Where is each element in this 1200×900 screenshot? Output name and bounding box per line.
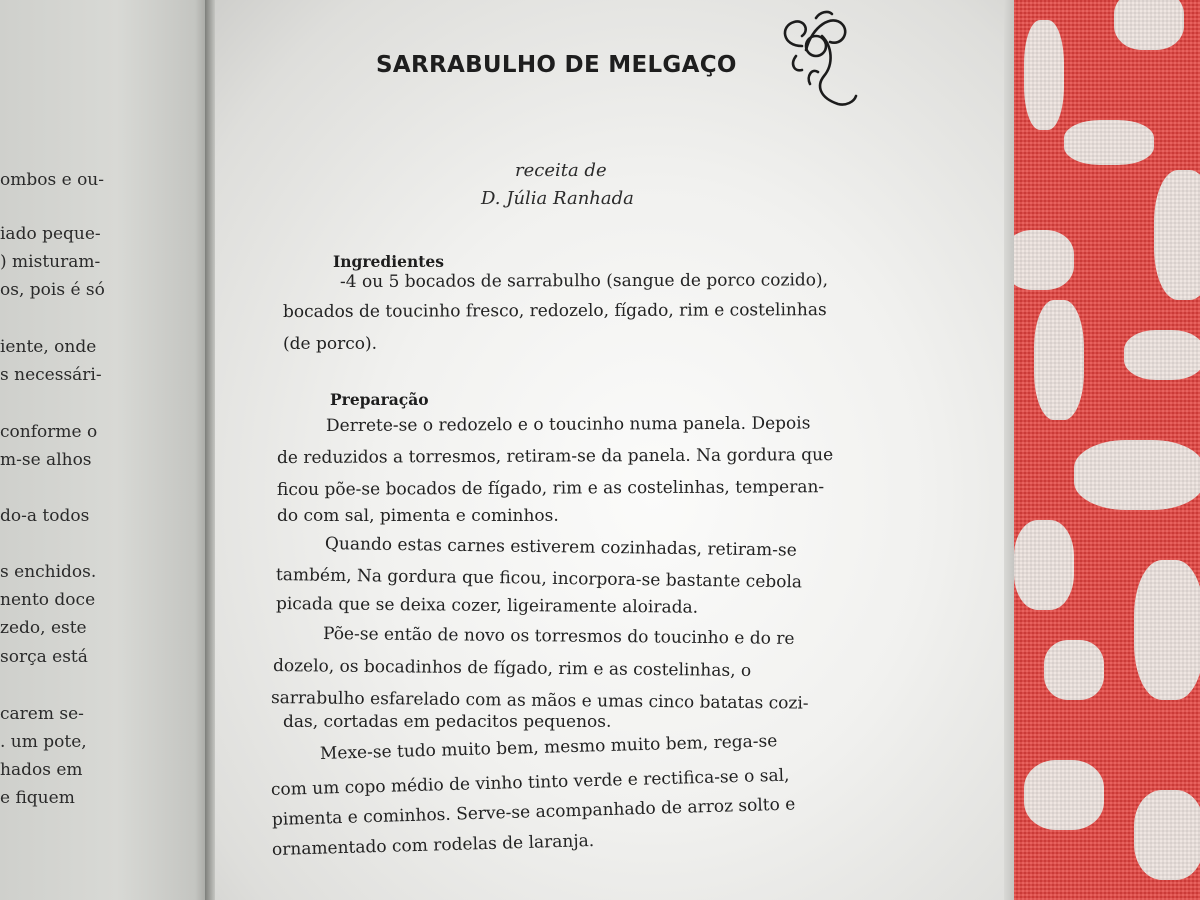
ingredients-line: bocados de toucinho fresco, redozelo, fígado, rim e costelinhas <box>282 300 827 322</box>
preparation-line: ficou põe-se bocados de fígado, rim e as costelinhas, temperan- <box>276 477 825 500</box>
preparation-line: pimenta e cominhos. Serve-se acompanhado de arroz solto e <box>271 794 796 830</box>
preparation-line: de reduzidos a torresmos, retiram-se da panela. Na gordura que <box>276 445 834 468</box>
left-page-line: hados em <box>0 760 83 780</box>
left-page-line: nento doce <box>0 590 96 610</box>
preparation-line: também, Na gordura que ficou, incorpora-se bastante cebola <box>275 565 803 593</box>
ingredients-heading: Ingredientes <box>333 252 444 271</box>
left-page-line: s necessári- <box>0 365 102 385</box>
left-page-line: do-a todos <box>0 506 90 526</box>
left-page-line: iente, onde <box>0 337 97 357</box>
left-page <box>0 0 212 900</box>
left-page-line: s enchidos. <box>0 562 97 582</box>
preparation-line: picada que se deixa cozer, ligeiramente aloirada. <box>275 594 699 618</box>
ingredients-line: -4 ou 5 bocados de sarrabulho (sangue de porco cozido), <box>339 270 829 292</box>
left-page-line: sorça está <box>0 647 88 667</box>
left-page-line: . um pote, <box>0 732 87 752</box>
flourish-ornament-icon <box>772 6 864 110</box>
preparation-line: Mexe-se tudo muito bem, mesmo muito bem, rega-se <box>319 731 778 764</box>
left-page-line: m-se alhos <box>0 450 92 470</box>
preparation-line: das, cortadas em pedacitos pequenos. <box>283 712 612 732</box>
byline-author: D. Júlia Ranhada <box>481 188 634 209</box>
left-page-line: ombos e ou- <box>0 170 104 190</box>
recipe-title: SARRABULHO DE MELGAÇO <box>376 52 737 78</box>
preparation-line: Põe-se então de novo os torresmos do toucinho e do re <box>322 624 795 649</box>
preparation-line: do com sal, pimenta e cominhos. <box>277 506 559 526</box>
left-page-line: conforme o <box>0 422 98 442</box>
byline-prefix: receita de <box>515 160 607 181</box>
preparation-line: Quando estas carnes estiverem cozinhadas, retiram-se <box>324 534 797 561</box>
left-page-line: ) misturam- <box>0 252 101 272</box>
preparation-line: sarrabulho esfarelado com as mãos e umas cinco batatas cozi- <box>270 688 809 714</box>
preparation-line: Derrete-se o redozelo e o toucinho numa panela. Depois <box>325 413 811 436</box>
patterned-towel <box>1014 0 1200 900</box>
preparation-line: dozelo, os bocadinhos de fígado, rim e as costelinhas, o <box>272 656 752 682</box>
ingredients-line: (de porco). <box>283 334 378 354</box>
left-page-line: e fiquem <box>0 788 75 808</box>
preparation-heading: Preparação <box>330 390 429 409</box>
left-page-line: carem se- <box>0 704 84 724</box>
left-page-line: zedo, este <box>0 618 87 638</box>
preparation-line: ornamentado com rodelas de laranja. <box>271 831 595 860</box>
left-page-line: iado peque- <box>0 224 101 244</box>
preparation-line: com um copo médio de vinho tinto verde e rectifica-se o sal, <box>270 765 790 800</box>
left-page-line: os, pois é só <box>0 280 105 300</box>
